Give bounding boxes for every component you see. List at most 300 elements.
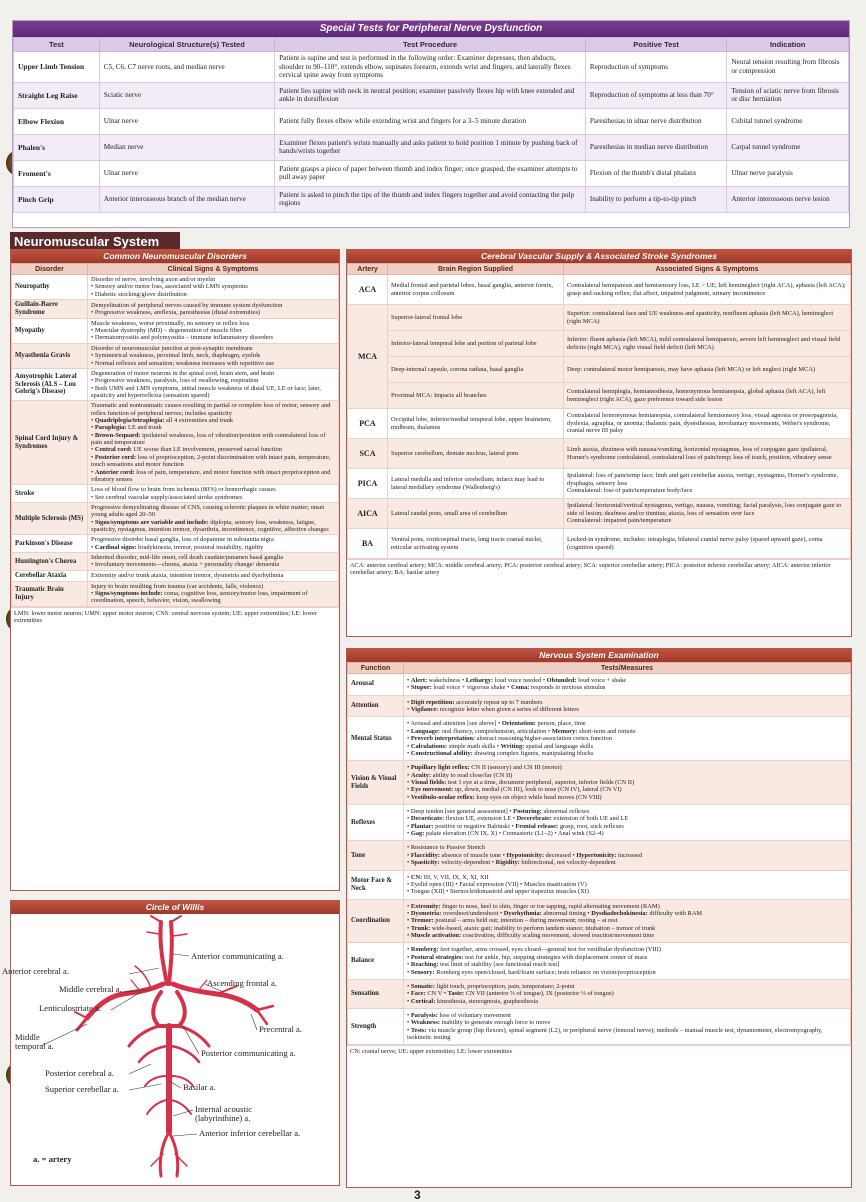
term: Hypertonicity: [576, 851, 617, 859]
tests-measures [404, 761, 851, 805]
artery-vessel [151, 916, 161, 922]
term: Cardinal signs: [94, 543, 137, 551]
artery-label: Posterior cerebral a. [45, 1068, 114, 1078]
bullet-list [407, 874, 847, 896]
stroke-signs: Superior: contralateral face and UE weakness and spasticity, nonfluent aphasia (left MCA), hemineglect (right MCA) [564, 305, 851, 331]
bullet-item: • Deep tendon [see general assessment] • Posturing: abnormal reflexes [407, 808, 847, 815]
artery-vessel [169, 1132, 178, 1176]
function-name: Coordination [348, 899, 404, 943]
term: Visual fields: [410, 778, 447, 786]
artery-vessel [147, 1100, 167, 1114]
function-name: Strength [348, 1008, 404, 1044]
bullet-item: • Extremity: finger to nose, heel to shin, finger or toe tapping, rapid alternating movement (RAM) [407, 903, 847, 910]
test-cell: Cubital tunnel syndrome [727, 108, 849, 134]
cerebral-header: Artery [348, 264, 388, 275]
disorder-signs [88, 570, 339, 581]
stroke-signs: Inferior: fluent aphasia (left MCA), mild contralateral hemiparesis, severe left hemineglect and visual field deficits (right MCA), right visual field deficit (left MCA) [564, 331, 851, 357]
function-name: Motor Face & Neck [348, 870, 404, 899]
test-name: Phalen's [14, 134, 100, 160]
table-row [12, 581, 339, 606]
table-row [14, 82, 849, 108]
special-tests-title: Special Tests for Peripheral Nerve Dysfunction [13, 21, 849, 37]
disorder-name: Myopathy [12, 318, 88, 343]
bullet-item: • Normal reflexes and sensation; weakness increases with repetitive use [91, 360, 335, 367]
test-cell: C5, C6, C7 nerve roots, and median nerve [99, 52, 274, 83]
bullet-item: • Weakness: inability to generate enough force to move [407, 1019, 847, 1026]
bullet-item: • Sensory: Romberg eyes open/closed, hard/foam surface; tests reliance on vision/proprioception [407, 969, 847, 976]
artery-name: SCA [348, 439, 388, 469]
leader-line [129, 968, 159, 974]
neuromuscular-section-title: Neuromuscular System [10, 232, 180, 252]
table-row [348, 529, 851, 559]
term: Taste: [447, 990, 465, 998]
disorder-name: Huntington's Chorea [12, 553, 88, 571]
table-row [12, 275, 339, 300]
brain-region: Medial frontal and parietal lobes, basal ganglia, anterior fornix, anterior corpus collosum [388, 275, 564, 305]
disorders-header: Clinical Signs & Symptoms [88, 264, 339, 275]
table-row [12, 570, 339, 581]
disorder-name: Multiple Sclerosis (MS) [12, 502, 88, 534]
table-row [348, 943, 851, 979]
table-row [348, 841, 851, 870]
table-row [14, 186, 849, 212]
bullet-item: • Spasticity: velocity-dependent • Rigidity: bidirectional, not velocity-dependent [407, 859, 847, 866]
disorder-name: Parkinson's Disease [12, 535, 88, 553]
table-row [348, 439, 851, 469]
bullet-item: • Eyelid open (III) • Facial expression (VII) • Muscles mastication (V) [407, 881, 847, 888]
table-row [348, 305, 851, 331]
bullet-list [91, 377, 335, 399]
test-cell: Ulnar nerve [99, 160, 274, 186]
artery-label: Middle temporal a. [15, 1032, 54, 1051]
table-row [348, 499, 851, 529]
test-cell: Patient is supine and test is performed in the following order: Examiner depresses, then abducts, shoulder to 90–110°, extends elbow, supinates forearm, extends wrist and fingers, and laterally flexes cervical spine away from symptoms [275, 52, 586, 83]
bullet-list [407, 1012, 847, 1041]
test-cell: Anterior interosseous branch of the median nerve [99, 186, 274, 212]
bullet-list [407, 844, 847, 866]
cerebral-header: Brain Region Supplied [388, 264, 564, 275]
disorder-description: Disorder of neuromuscular junction at post-synaptic membrane [91, 344, 253, 352]
special-tests-header: Test Procedure [275, 38, 586, 52]
bullet-item: • See cerebral vascular supply/associated stroke syndromes [91, 494, 335, 501]
bullet-item: • Pupillary light reflex: CN II (sensory) and CN III (motor) [407, 764, 847, 771]
test-cell: Anterior interosseous nerve lesion [727, 186, 849, 212]
term: Paraplegia: [94, 424, 127, 432]
test-cell: Median nerve [99, 134, 274, 160]
term: Alert: [410, 677, 428, 684]
leader-line [129, 1064, 151, 1074]
stroke-signs: Ipsilateral: horizontal/vertical nystagmus, vertigo, nausea, vomiting; facial paralysis, loss conjugate gaze to side of lesion; deafness and/or tinnitus; ataxia, loss of sensation over face Contralateral: impaired pain/temperature [564, 499, 851, 529]
table-row [348, 409, 851, 439]
artery-name: PICA [348, 469, 388, 499]
term: Eye movement: [410, 786, 454, 794]
bullet-list [91, 561, 335, 568]
term: Tests: [410, 1026, 427, 1034]
bullet-item: • Progressive weakness, areflexia, paresthesias (distal extremities) [91, 309, 335, 316]
table-row [14, 160, 849, 186]
term: Paralysis: [410, 1011, 438, 1019]
disorder-description: Muscle weakness, worse proximally, no sensory or reflex loss [91, 319, 250, 327]
term: Sensory: [410, 968, 435, 976]
bullet-list [91, 283, 335, 298]
term: Postural strategies: [410, 953, 464, 961]
bullet-item: • Calculations: simple math skills • Writing: spatial and language skills [407, 743, 847, 750]
nervous-title: Nervous System Examination [347, 649, 851, 662]
bullet-item: • Gag: palate elevation (CN IX, X) • Cremasteric (L1–2) • Anal wink (S2–4) [407, 830, 847, 837]
function-name: Reflexes [348, 805, 404, 841]
term: Frontal release: [515, 822, 559, 830]
cerebral-title: Cerebral Vascular Supply & Associated Stroke Syndromes [347, 250, 851, 263]
disorder-signs [88, 535, 339, 553]
bullet-item: • Muscle activation: coactivation, difficulty scaling movement, slowed reaction/movement time [407, 932, 847, 939]
bullet-item: • Tests: via muscle group (hip flexors), spinal segment (L2), or peripheral nerve (femoral nerve); methods – manual muscle test, dynamometer, electromyography, isokinetic testing [407, 1027, 847, 1042]
bullet-item: • Somatic: light touch, proprioception, pain, temperature; 2-point [407, 983, 847, 990]
bullet-item: • Acuity: ability to read close/far (CN II) [407, 772, 847, 779]
disorder-name: Cerebellar Ataxia [12, 570, 88, 581]
bullet-list [91, 590, 335, 605]
term: Digit repetition: [410, 698, 455, 706]
tests-measures [404, 979, 851, 1008]
test-cell: Inability to perform a tip-to-tip pinch [585, 186, 727, 212]
bullet-item: • Postural strategies: test for ankle, hip, stepping strategies with displacement center of mass [407, 954, 847, 961]
bullet-item: • Diabetic stocking/glove distribution [91, 291, 335, 298]
artery-label: Basilar a. [183, 1082, 216, 1092]
test-cell: Paresthesias in median nerve distribution [585, 134, 727, 160]
bullet-item: • Proverb interpretation: abstract reasoning/higher-association cortex function [407, 735, 847, 742]
artery-vessel [135, 966, 151, 990]
bullet-item: • Arousal and attention [see above] • Orientation: person, place, time [407, 720, 847, 727]
disorder-name: Amyotrophic Lateral Sclerosis (ALS – Lou Gehrig's Disease) [12, 368, 88, 400]
bullet-item: • Alert: wakefulness • Lethargy: loud voice needed • Obtunded: loud voice + shake [407, 677, 847, 684]
bullet-item: • Central cord: UE worse than LE involvement, preserved sacral function [91, 446, 335, 453]
term: Acuity: [410, 771, 432, 779]
test-cell: Patient grasps a piece of paper between thumb and index finger; once grasped, the examiner attempts to pull away paper [275, 160, 586, 186]
bullet-item: • Posterior cord: loss of proprioception, 2-point discrimination with intact pain, temperature, touch sensations and motor function [91, 454, 335, 469]
artery-vessel [129, 1026, 159, 1046]
bullet-item: • Dysmetria: overshoot/undershoot • Dysrhythmia: abnormal timing • Dysdiadochokinesia: difficulty with RAM [407, 910, 847, 917]
disorder-description: Injury to brain resulting from trauma (car accidents, falls, violence) [91, 582, 264, 590]
term: Signs/symptoms include: [94, 590, 163, 598]
test-name: Straight Leg Raise [14, 82, 100, 108]
test-cell: Patient is asked to pinch the tips of the thumb and index fingers together and avoid contacting the pulp regions [275, 186, 586, 212]
bullet-item: • Reaching: test limit of stability [see functional reach test] [407, 961, 847, 968]
special-tests-header: Test [14, 38, 100, 52]
table-row [12, 401, 339, 485]
tests-measures [404, 805, 851, 841]
artery-name: AICA [348, 499, 388, 529]
function-name: Vision & Visual Fields [348, 761, 404, 805]
artery-label: Middle cerebral a. [59, 984, 122, 994]
test-name: Elbow Flexion [14, 108, 100, 134]
bullet-item: • Tremor: postural – arms held out; intention – during movement; resting – at rest [407, 917, 847, 924]
artery-label: Precentral a. [259, 1024, 302, 1034]
test-name: Upper Limb Tension [14, 52, 100, 83]
leader-line [173, 954, 189, 956]
bullet-list [407, 677, 847, 692]
disorder-description: Demyelination of peripheral nerves caused by immune system dysfunction [91, 301, 283, 309]
disorder-name: Stroke [12, 485, 88, 503]
table-row [14, 108, 849, 134]
term: Plantar: [410, 822, 434, 830]
table-row [12, 502, 339, 534]
test-cell: Patient lies supine with neck in neutral position; examiner passively flexes hip with knee extended and ankle in dorsiflexion [275, 82, 586, 108]
bullet-list [407, 903, 847, 940]
bullet-item: • Resistance to Passive Stretch [407, 844, 847, 851]
brain-region: Lateral medulla and inferior cerebellum; infarct may lead to lateral medullary syndrome (Wallenberg's) [388, 469, 564, 499]
table-row [12, 300, 339, 319]
bullet-list [91, 309, 335, 316]
disorders-panel [10, 249, 340, 891]
disorder-name: Guillain-Barre Syndrome [12, 300, 88, 319]
term: Brown-Sequard: [94, 431, 141, 439]
artery-vessel [139, 1046, 167, 1062]
table-row [12, 535, 339, 553]
brain-region: Inferior-lateral temporal lobe and portion of parietal lobe [388, 331, 564, 357]
bullet-item: • Anterior cord: loss of pain, temperature, and motor function with intact proprioception and vibratory senses [91, 469, 335, 484]
artery-vessel [257, 1006, 273, 1010]
artery-vessel [171, 1100, 191, 1114]
term: Proverb interpretation: [410, 735, 476, 743]
bullet-item: • Muscular dystrophy (MD) – degeneration of muscle fiber [91, 327, 335, 334]
disorder-signs [88, 275, 339, 300]
tests-measures [404, 1008, 851, 1044]
nervous-footnote: CN: cranial nerve; UE: upper extremities; LE: lower extremities [347, 1045, 851, 1057]
special-tests-header: Positive Test [585, 38, 727, 52]
stroke-signs: Ipsilateral: loss of pain/temp face; limb and gait cerebellar ataxia, vertigo, nystagmus, Horner's syndrome, dysphagia, sensory loss Contralateral: loss of pain/temperature body/face [564, 469, 851, 499]
stroke-signs: Limb ataxia, dizziness with nausea/vomiting, horizontal nystagmus, loss of conjugate gaze ipsilateral, Horner's syndrome contralateral, contralateral loss of pain/temp; loss of touch, position, vibratory sense [564, 439, 851, 469]
disorder-description: Degeneration of motor neurons in the spinal cord, brain stem, and brain [91, 369, 274, 377]
disorders-table [11, 263, 339, 607]
term: Trunk: [410, 924, 431, 932]
tests-measures [404, 899, 851, 943]
table-row [348, 357, 851, 383]
function-name: Sensation [348, 979, 404, 1008]
table-row [348, 761, 851, 805]
bullet-item: • Decorticate: flexion UE, extension LE • Decerebrate: extension of both UE and LE [407, 815, 847, 822]
test-cell: Sciatic nerve [99, 82, 274, 108]
term: Vigilance: [410, 706, 439, 714]
disorder-signs [88, 485, 339, 503]
disorder-description: Progressive demyelinating disease of CNS, causing sclerotic plaques in white matter; onset young adults aged 20–50 [91, 503, 325, 519]
circle-of-willis-diagram [1, 914, 339, 1184]
artery-name: MCA [348, 305, 388, 409]
bullet-list [91, 544, 335, 551]
table-row [348, 469, 851, 499]
tests-measures [404, 695, 851, 717]
term: Face: [410, 990, 426, 998]
page-number: 3 [414, 1188, 421, 1202]
artery-vessel [257, 1010, 267, 1024]
disorder-signs [88, 343, 339, 368]
cerebral-panel [346, 249, 852, 637]
bullet-item: • Vestibulo-ocular reflex: keep eyes on object while head moves (CN VIII) [407, 794, 847, 801]
tests-measures [404, 841, 851, 870]
function-name: Mental Status [348, 717, 404, 761]
term: Orientation: [501, 720, 536, 728]
brain-region: Deep-internal capsule, corona radiata, basal ganglia [388, 357, 564, 383]
stroke-signs: Contralateral homonymous hemianopsia, contralateral hemisensory loss, visual agnosia or prosopagnosia, dyslexia, agraphia, or anomia; thalamic pain, dysesthesias, involuntary movements, Weber's syndrome, cranial nerve III palsy [564, 409, 851, 439]
bullet-list [91, 494, 335, 501]
test-cell: Flexion of the thumb's distal phalanx [585, 160, 727, 186]
test-cell: Patient fully flexes elbow while extending wrist and fingers for a 3–5 minute duration [275, 108, 586, 134]
bullet-item: • Sensory and/or motor loss, associated with LMN symptoms [91, 283, 335, 290]
artery-label: Anterior inferior cerebellar a. [199, 1128, 301, 1138]
test-cell: Examiner flexes patient's wrists manually and asks patient to hold position 1 minute by pushing back of hands/wrists together [275, 134, 586, 160]
bullet-item: • CN: III, V, VII, IX, X, XI, XII [407, 874, 847, 881]
artery-label: Posterior communicating a. [201, 1048, 296, 1058]
artery-label: Anterior communicating a. [191, 951, 284, 961]
term: Spasticity: [410, 859, 440, 867]
artery-name: ACA [348, 275, 388, 305]
term: Muscle activation: [410, 932, 462, 940]
special-tests-header: Neurological Structure(s) Tested [99, 38, 274, 52]
bullet-item: • Tongue (XII) • Sternocleidomastoid and upper trapezius muscles (XI) [407, 888, 847, 895]
bullet-list [91, 327, 335, 342]
bullet-list [407, 946, 847, 975]
nervous-header: Function [348, 663, 404, 674]
bullet-item: • Progressive weakness, paralysis, loss of swallowing, respiration [91, 377, 335, 384]
disorder-signs [88, 581, 339, 606]
brain-region: Ventral pons, corticospinal tracts, long tracts cranial nuclei, reticular activating system [388, 529, 564, 559]
table-row [348, 1008, 851, 1044]
artery-vessel [153, 992, 161, 1026]
term: Obtunded: [546, 677, 577, 684]
bullet-item: • Face: CN V • Taste: CN VII (anterior ⅔ of tongue), IX (posterior ⅓ of tongue) [407, 990, 847, 997]
artery-label: Ascending frontal a. [207, 978, 277, 988]
test-cell: Paresthesias in ulnar nerve distribution [585, 108, 727, 134]
table-row [348, 979, 851, 1008]
bullet-item: • Trunk: wide-based, ataxic gait; inability to perform tandem stance; titubation – tremor of trunk [407, 925, 847, 932]
table-row [14, 52, 849, 83]
term: Decerebrate: [516, 815, 552, 823]
term: Vestibulo-ocular reflex: [410, 793, 475, 801]
table-row [348, 870, 851, 899]
disorders-title: Common Neuromuscular Disorders [11, 250, 339, 263]
leader-line [171, 1082, 181, 1088]
stroke-signs: Deep: contralateral motor hemiparesis, may have aphasia (left MCA) or left neglect (right MCA) [564, 357, 851, 383]
leader-line [173, 1134, 197, 1136]
tests-measures [404, 943, 851, 979]
nervous-table [347, 662, 851, 1045]
tests-measures [404, 870, 851, 899]
term: Gag: [410, 830, 425, 838]
term: Memory: [551, 727, 578, 735]
function-name: Arousal [348, 674, 404, 696]
term: Dysdiadochokinesia: [591, 909, 648, 917]
term: Decorticate: [410, 815, 445, 823]
term: Quadriplegia/tetraplegia: [94, 417, 165, 425]
artery-label: Superior cerebellar a. [45, 1084, 119, 1094]
table-row [348, 275, 851, 305]
term: Dysmetria: [410, 909, 442, 917]
table-row [12, 343, 339, 368]
table-row [348, 717, 851, 761]
bullet-list [407, 699, 847, 714]
bullet-item: • Plantar: positive or negative Babinski • Frontal release: grasp, root, suck reflexes [407, 823, 847, 830]
bullet-item: • Eye movement: up, down, medial (CN III), look to nose (CN IV), lateral (CN VI) [407, 786, 847, 793]
cerebral-header: Associated Signs & Symptoms [564, 264, 851, 275]
function-name: Balance [348, 943, 404, 979]
disorder-signs [88, 401, 339, 485]
artery-vessel [177, 992, 185, 1026]
table-row [348, 899, 851, 943]
test-cell: Tension of sciatic nerve from fibrosis or disc herniation [727, 82, 849, 108]
disorder-name: Traumatic Brain Injury [12, 581, 88, 606]
term: Pupillary light reflex: [410, 764, 470, 772]
special-tests-panel [12, 20, 850, 228]
bullet-item: • Stupor: loud voice + vigorous shake • Coma: responds to noxious stimulus [407, 684, 847, 691]
bullet-list [407, 983, 847, 1005]
test-cell: Ulnar nerve paralysis [727, 160, 849, 186]
test-cell: Neural tension resulting from fibrosis or compression [727, 52, 849, 83]
disorder-signs [88, 300, 339, 319]
disorder-description: Traumatic and nontraumatic causes resulting in partial or complete loss of motor, sensory and reflex function of peripheral nerves; includes spasticity [91, 402, 331, 417]
test-cell: Reproduction of symptoms at less than 70° [585, 82, 727, 108]
term: Language: [410, 727, 440, 735]
cerebral-footnote: ACA: anterior cerebral artery; MCA: middle cerebral artery; PCA: posterior cerebral artery; SCA: superior cerebellar artery; PICA: posterior inferior cerebellar artery; AICA: anterior inferior cerebellar artery; BA: basilar artery [347, 559, 851, 578]
bullet-item: • Flaccidity: absence of muscle tone • Hypotonicity: decreased • Hypertonicity: increased [407, 852, 847, 859]
function-name: Attention [348, 695, 404, 717]
term: Signs/symptoms are variable and include: [94, 518, 209, 526]
circle-title: Circle of Willis [11, 901, 339, 914]
disorder-description: Disorder of nerve, involving axon and/or myelin [91, 276, 216, 283]
term: Hypotonicity: [506, 851, 545, 859]
bullet-item: • Cortical: kinesthesia, stereognosis, graphesthesia [407, 998, 847, 1005]
artery-label: Lenticulostriate a. [39, 1003, 102, 1013]
artery-vessel [173, 934, 187, 936]
bullet-item: • Paralysis: loss of voluntary movement [407, 1012, 847, 1019]
artery-vessel [179, 1026, 209, 1046]
tests-measures [404, 717, 851, 761]
leader-line [251, 1014, 257, 1030]
artery-vessel [171, 1046, 199, 1062]
nervous-panel [346, 648, 852, 1188]
brain-region: Superior cerebellum, dentate nucleus, lateral pons [388, 439, 564, 469]
disorder-description: Progressive disorder basal ganglia, loss of dopamine in substantia nigra [91, 536, 274, 544]
bullet-item: • Both UMN and LMN symptoms, initial muscle weakness of distal UE, LE or face; later, spasticity and hyperreflexia (sensation spared) [91, 385, 335, 400]
term: Tremor: [410, 917, 434, 925]
artery-name: BA [348, 529, 388, 559]
table-row [348, 383, 851, 409]
bullet-item: • Dermatomyositis and polymyositis – immune inflammatory disorders [91, 334, 335, 341]
artery-vessel [147, 932, 159, 934]
artery-vessel [171, 916, 181, 922]
table-row [12, 318, 339, 343]
term: Reaching: [410, 961, 439, 969]
circle-of-willis-panel [1, 900, 340, 1186]
disorder-name: Neuropathy [12, 275, 88, 300]
table-row [14, 134, 849, 160]
term: Weakness: [410, 1019, 440, 1027]
term: Anterior cord: [94, 468, 135, 476]
artery-vessel [160, 1132, 169, 1176]
bullet-item: • Visual fields: test 1 eye at a time, document peripheral, superior, inferior fields (CN II) [407, 779, 847, 786]
artery-vessel [169, 922, 172, 984]
brain-region: Superior-lateral frontal lobe [388, 305, 564, 331]
bullet-item: • Quadriplegia/tetraplegia: all 4 extremities and trunk [91, 417, 335, 424]
stroke-signs: Contralateral hemiplegia, hemianesthesia, homonymous hemianopsia, global aphasia (left ACA), left hemineglect (right ACA), gaze preference toward side lesion [564, 383, 851, 409]
term: Calculations: [410, 742, 448, 750]
bullet-list [407, 808, 847, 837]
disorder-name: Myasthenia Gravis [12, 343, 88, 368]
bullet-item: • Signs/symptoms are variable and include: diplopia, sensory loss, weakness, fatigue, spasticity, nystagmus, intention tremor, dysarthria, incontinence, cognitive, affective changes [91, 519, 335, 534]
disorder-signs [88, 368, 339, 400]
special-tests-header: Indication [727, 38, 849, 52]
term: Central cord: [94, 446, 132, 454]
term: Cortical: [410, 997, 436, 1005]
artery-vessel [160, 922, 167, 984]
disorder-signs [88, 318, 339, 343]
